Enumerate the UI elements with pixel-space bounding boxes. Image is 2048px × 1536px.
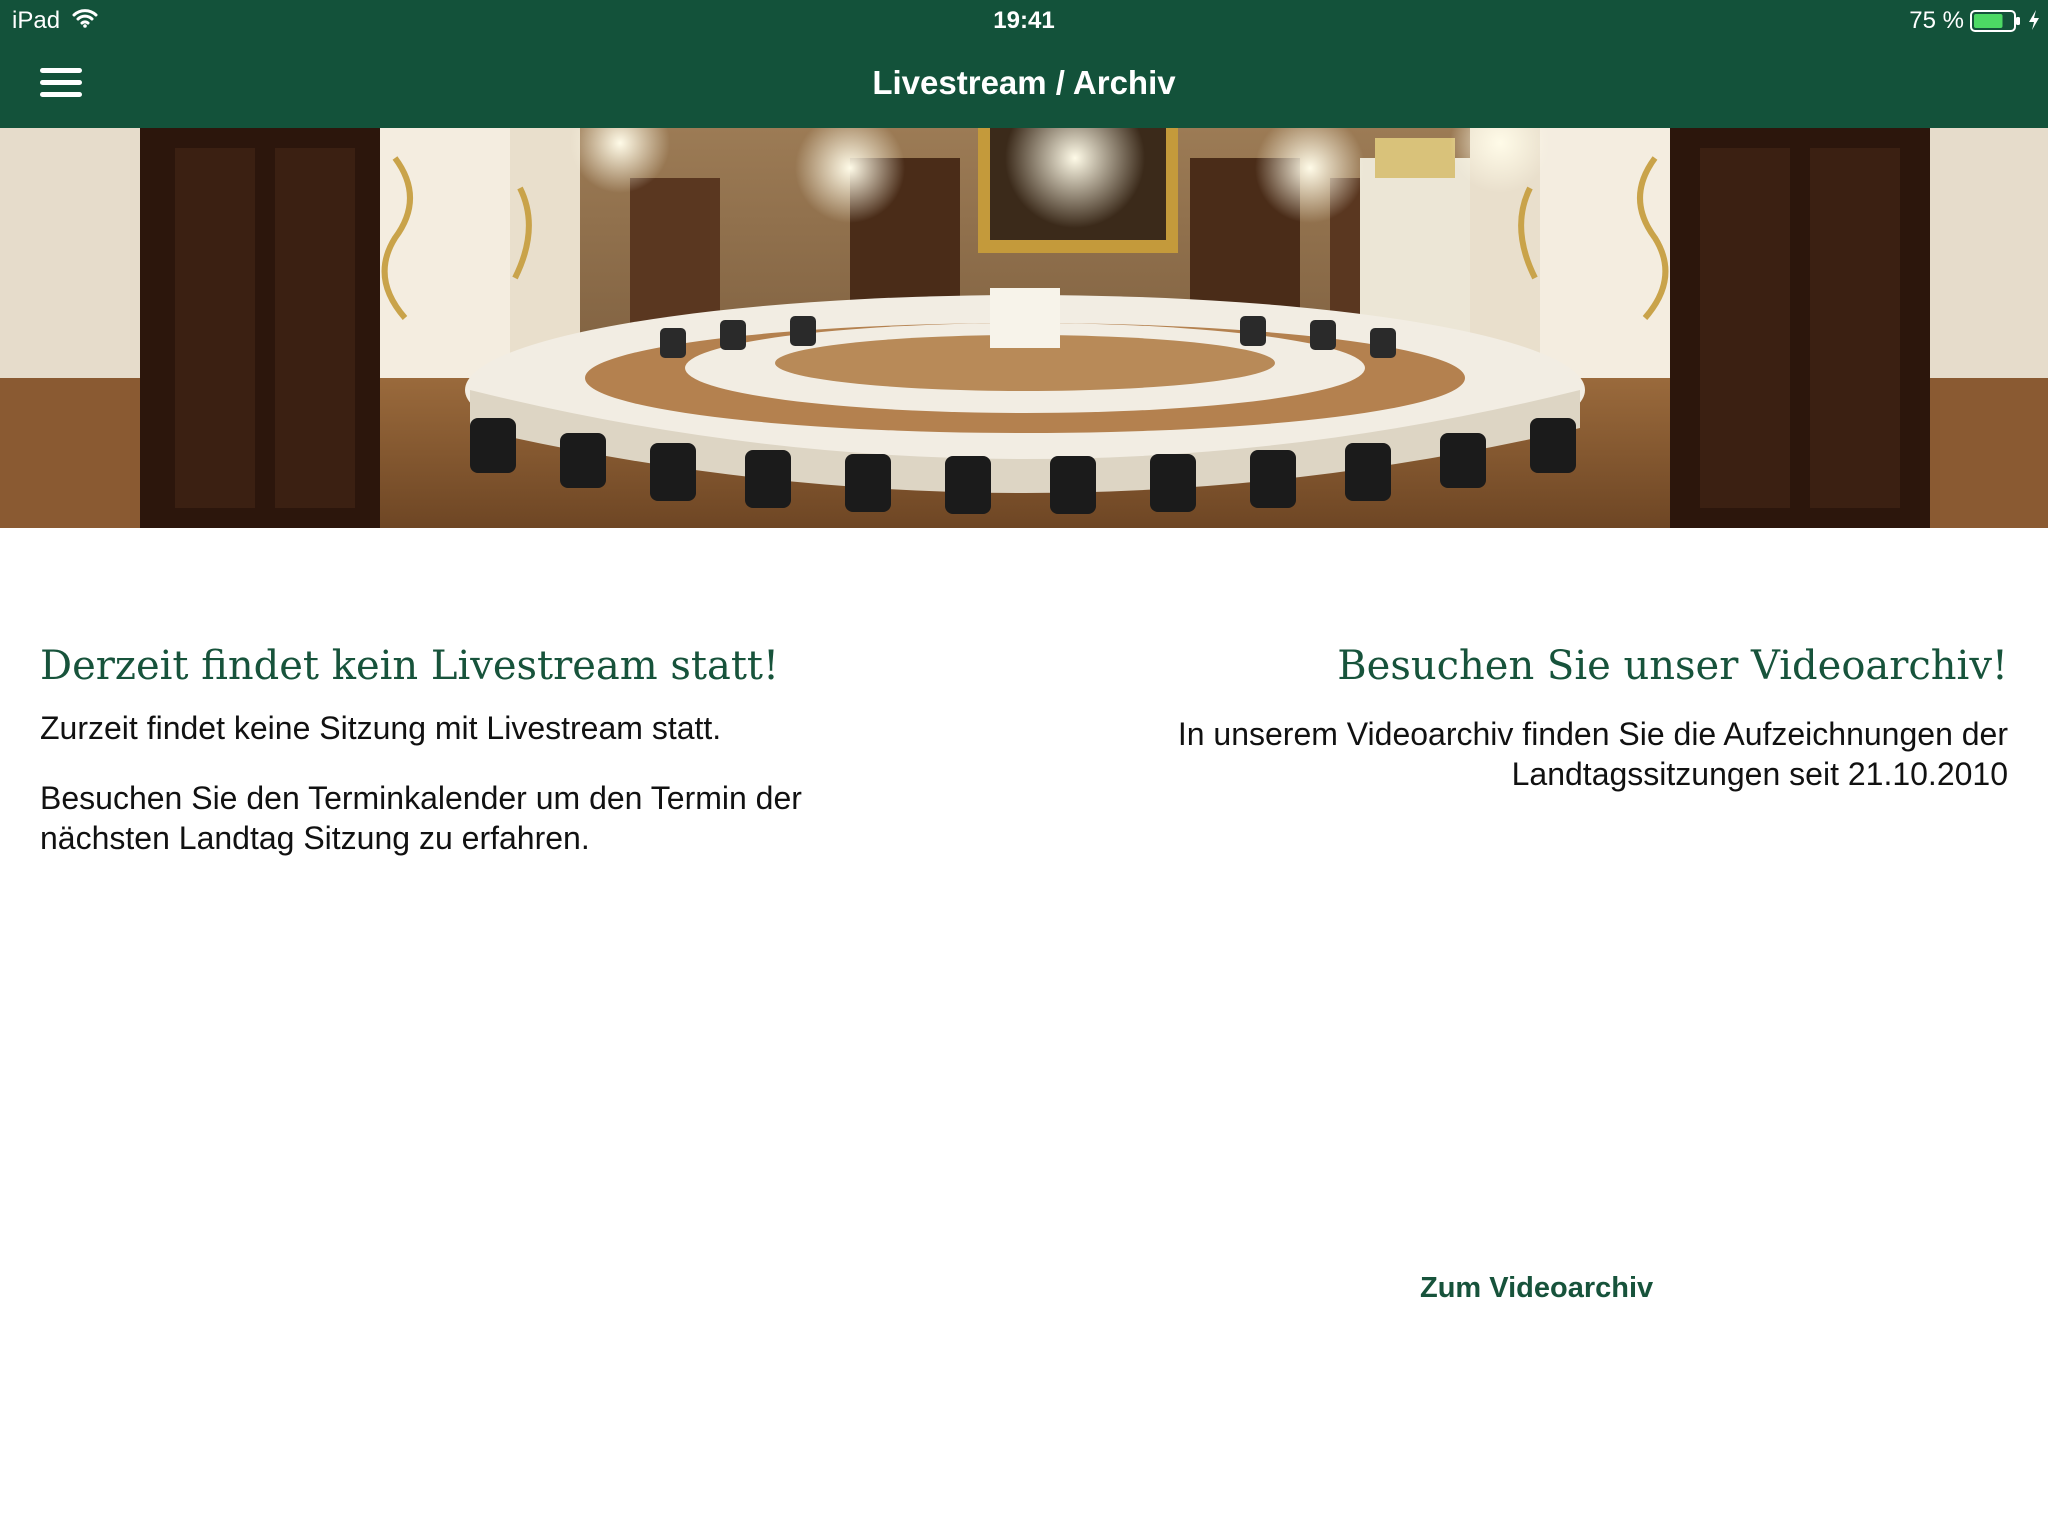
hero-image — [0, 128, 2048, 528]
battery-percentage: 75 % — [1909, 7, 1964, 34]
device-name: iPad — [12, 7, 61, 34]
top-bar — [0, 0, 2048, 128]
status-time: 19:41 — [993, 7, 1055, 34]
archive-text: In unserem Videoarchiv finden Sie die Aufzeichnungen der Landtagssitzungen seit 21.10.2010 — [1177, 716, 2008, 792]
calendar-hint-text: Besuchen Sie den Terminkalender um den Termin der nächsten Landtag Sitzung zu erfahren. — [40, 780, 802, 856]
video-archive-link[interactable]: Zum Videoarchiv — [1420, 1272, 1654, 1304]
status-bar — [0, 0, 2048, 40]
livestream-section — [40, 636, 920, 858]
livestream-heading: Derzeit findet kein Livestream statt! — [40, 643, 780, 689]
livestream-text: Zurzeit findet keine Sitzung mit Livestream statt. — [40, 710, 722, 746]
archive-section — [1008, 636, 2008, 794]
archive-heading: Besuchen Sie unser Videoarchiv! — [1337, 643, 2008, 689]
battery-icon — [1970, 10, 2022, 37]
page-title: Livestream / Archiv — [872, 64, 1176, 101]
charging-icon — [2028, 9, 2040, 36]
